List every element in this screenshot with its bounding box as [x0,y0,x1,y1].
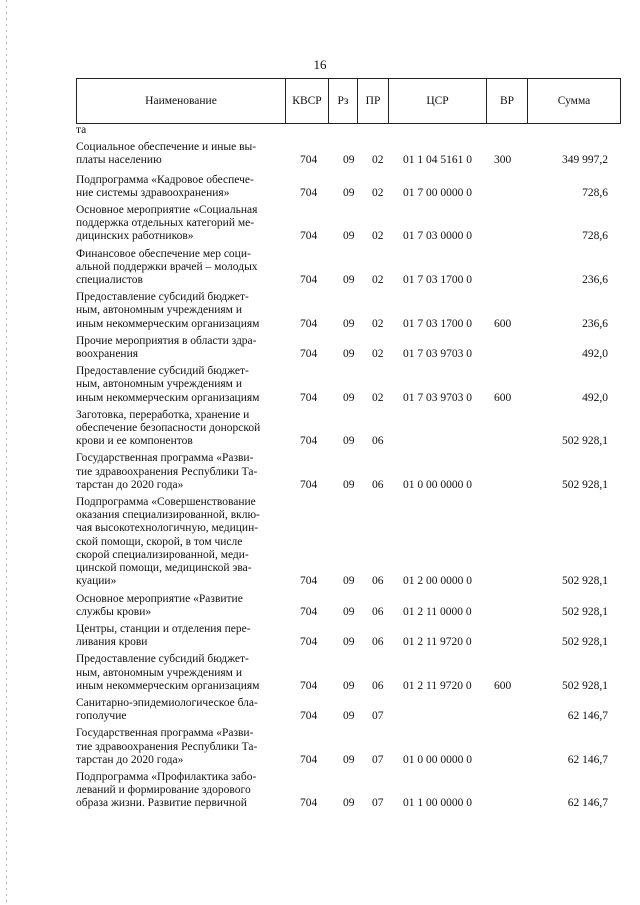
row-kvsr: 704 [300,753,318,766]
row-name [76,365,280,405]
row-kvsr: 704 [300,710,318,723]
row-kvsr: 704 [300,317,318,330]
table-row [76,727,616,767]
header-pr: ПР [358,79,389,124]
table-row [76,653,616,693]
table-row [76,174,616,200]
row-name-line: ливания крови [76,636,148,649]
table-row [76,623,616,649]
row-name [76,771,280,811]
row-name [76,593,280,619]
row-name [76,496,280,588]
row-kvsr: 704 [300,605,318,618]
table-row [76,452,616,492]
table-row [76,593,616,619]
row-vr: 600 [494,317,512,330]
row-csr: 01 2 11 0000 0 [403,605,472,618]
row-sum: 502 928,1 [562,605,608,618]
row-csr: 01 7 03 1700 0 [403,274,472,287]
row-name-line: иным некоммерческим организациям [76,679,260,692]
row-sum: 502 928,1 [562,679,608,692]
row-sum: 349 997,2 [562,154,608,167]
scan-edge-marks [6,0,7,905]
row-rz: 09 [343,710,355,723]
header-rz: Рз [329,79,358,124]
row-pr: 06 [372,636,384,649]
row-name [76,248,280,288]
row-pr: 02 [372,317,384,330]
row-name [76,124,280,137]
row-csr: 01 0 00 0000 0 [403,753,472,766]
row-vr: 300 [494,154,512,167]
row-sum: 502 928,1 [562,435,608,448]
row-sum: 62 146,7 [567,797,608,810]
row-csr: 01 2 11 9720 0 [403,636,472,649]
row-sum: 236,6 [582,317,608,330]
row-kvsr: 704 [300,230,318,243]
header-kvsr: КВСР [286,79,329,124]
row-rz: 09 [343,753,355,766]
row-kvsr: 704 [300,391,318,404]
row-kvsr: 704 [300,186,318,199]
row-name-line: тие здравоохранения Республики Та- [76,740,258,753]
row-csr: 01 7 03 1700 0 [403,317,472,330]
row-name-line: службы крови» [76,605,152,618]
row-kvsr: 704 [300,154,318,167]
header-sum: Сумма [528,79,621,124]
row-name [76,141,280,167]
table-row [76,204,616,244]
row-name-line: поддержка отдельных категорий ме- [76,217,255,230]
row-pr: 07 [372,753,384,766]
row-csr: 01 1 00 0000 0 [403,797,472,810]
row-name-line: обеспечение безопасности донорской [76,422,261,435]
row-csr: 01 2 00 0000 0 [403,575,472,588]
row-pr: 06 [372,605,384,618]
row-name-line: платы населению [76,154,162,167]
row-name [76,653,280,693]
row-name-line: гополучие [76,710,127,723]
row-name [76,697,280,723]
row-csr: 01 0 00 0000 0 [403,478,472,491]
row-name-line: тарстан до 2020 года» [76,753,184,766]
row-pr: 06 [372,435,384,448]
row-name-line: Социальное обеспечение и иные вы- [76,141,257,154]
row-name-line: Основное мероприятие «Социальная [76,204,258,217]
row-rz: 09 [343,605,355,618]
table-row [76,697,616,723]
row-pr: 06 [372,575,384,588]
row-kvsr: 704 [300,797,318,810]
row-pr: 06 [372,679,384,692]
table-row [76,141,616,167]
row-rz: 09 [343,154,355,167]
table-row [76,124,616,137]
row-sum: 502 928,1 [562,636,608,649]
row-rz: 09 [343,317,355,330]
row-name-line: Подпрограмма «Совершенствование [76,496,256,509]
row-pr: 02 [372,348,384,361]
header-csr: ЦСР [389,79,487,124]
row-rz: 09 [343,797,355,810]
row-name-line: ным, автономным учреждениям и [76,378,242,391]
row-name-line: дицинских работников» [76,230,194,243]
row-name-line: куации» [76,575,117,588]
row-name-line: чая высокотехнологичную, медицин- [76,522,259,535]
row-rz: 09 [343,186,355,199]
row-sum: 492,0 [582,348,608,361]
row-name-line: иным некоммерческим организациям [76,391,260,404]
row-name-line: Санитарно-эпидемиологическое бла- [76,696,258,709]
row-pr: 02 [372,274,384,287]
row-name-line: скорой специализированной, меди- [76,548,249,561]
table-row [76,291,616,331]
row-sum: 492,0 [582,391,608,404]
row-kvsr: 704 [300,679,318,692]
table-row [76,335,616,361]
row-kvsr: 704 [300,478,318,491]
row-kvsr: 704 [300,435,318,448]
row-name [76,204,280,244]
table-row [76,365,616,405]
row-vr: 600 [494,391,512,404]
row-kvsr: 704 [300,636,318,649]
row-name-line: Государственная программа «Разви- [76,727,254,740]
row-name-line: леваний и формирование здорового [76,784,251,797]
table-body [76,124,616,815]
row-name-line: Подпрограмма «Профилактика забо- [76,770,257,783]
row-pr: 02 [372,230,384,243]
row-name [76,452,280,492]
row-csr: 01 7 03 0000 0 [403,230,472,243]
row-rz: 09 [343,435,355,448]
table-row [76,771,616,811]
row-name [76,623,280,649]
row-name-line: Финансовое обеспечение мер соци- [76,247,251,260]
row-rz: 09 [343,391,355,404]
row-name-line: ным, автономным учреждениям и [76,304,242,317]
table-row [76,248,616,288]
row-rz: 09 [343,230,355,243]
row-name [76,291,280,331]
row-name-line: ние системы здравоохранения» [76,186,230,199]
row-pr: 06 [372,478,384,491]
row-name [76,409,280,449]
row-csr: 01 2 11 9720 0 [403,679,472,692]
row-name-line: Государственная программа «Разви- [76,452,254,465]
row-name-line: Центры, станции и отделения пере- [76,622,251,635]
row-name-line: Предоставление субсидий бюджет- [76,653,249,666]
row-name [76,335,280,361]
row-rz: 09 [343,478,355,491]
header-name: Наименование [77,79,286,124]
row-name-line: ным, автономным учреждениям и [76,666,242,679]
row-kvsr: 704 [300,575,318,588]
row-sum: 236,6 [582,274,608,287]
row-name-line: цинской помощи, медицинской эва- [76,562,252,575]
row-csr: 01 1 04 5161 0 [403,154,472,167]
row-name-line: Прочие мероприятия в области здра- [76,334,257,347]
row-name-line: Предоставление субсидий бюджет- [76,291,249,304]
row-vr: 600 [494,679,512,692]
row-sum: 62 146,7 [567,753,608,766]
row-pr: 02 [372,186,384,199]
row-name-line: специалистов [76,274,143,287]
row-rz: 09 [343,348,355,361]
row-name-line: иным некоммерческим организациям [76,317,260,330]
row-sum: 728,6 [582,186,608,199]
row-csr: 01 7 03 9703 0 [403,348,472,361]
table-row [76,409,616,449]
row-kvsr: 704 [300,348,318,361]
row-name-line: та [76,124,87,136]
row-csr: 01 7 03 9703 0 [403,391,472,404]
row-sum: 502 928,1 [562,478,608,491]
row-rz: 09 [343,274,355,287]
row-pr: 07 [372,797,384,810]
row-sum: 502 928,1 [562,575,608,588]
row-name-line: воохранения [76,348,139,361]
row-name-line: Основное мероприятие «Развитие [76,592,243,605]
table-header [76,78,621,124]
row-sum: 728,6 [582,230,608,243]
row-name-line: тарстан до 2020 года» [76,478,184,491]
row-kvsr: 704 [300,274,318,287]
row-name-line: крови и ее компонентов [76,435,193,448]
row-name-line: тие здравоохранения Республики Та- [76,465,258,478]
row-name-line: оказания специализированной, вклю- [76,509,260,522]
row-name [76,727,280,767]
row-pr: 02 [372,154,384,167]
row-name [76,174,280,200]
row-pr: 07 [372,710,384,723]
row-name-line: образа жизни. Развитие первичной [76,797,247,810]
row-name-line: Подпрограмма «Кадровое обеспече- [76,173,254,186]
row-csr: 01 7 00 0000 0 [403,186,472,199]
row-pr: 02 [372,391,384,404]
row-rz: 09 [343,679,355,692]
row-rz: 09 [343,636,355,649]
header-vr: ВР [487,79,528,124]
row-name-line: ской помощи, скорой, в том числе [76,535,243,548]
row-name-line: Заготовка, переработка, хранение и [76,408,250,421]
row-sum: 62 146,7 [567,710,608,723]
row-name-line: Предоставление субсидий бюджет- [76,365,249,378]
row-rz: 09 [343,575,355,588]
page-number: 16 [313,57,327,72]
row-name-line: альной поддержки врачей – молодых [76,260,258,273]
table-row [76,496,616,588]
